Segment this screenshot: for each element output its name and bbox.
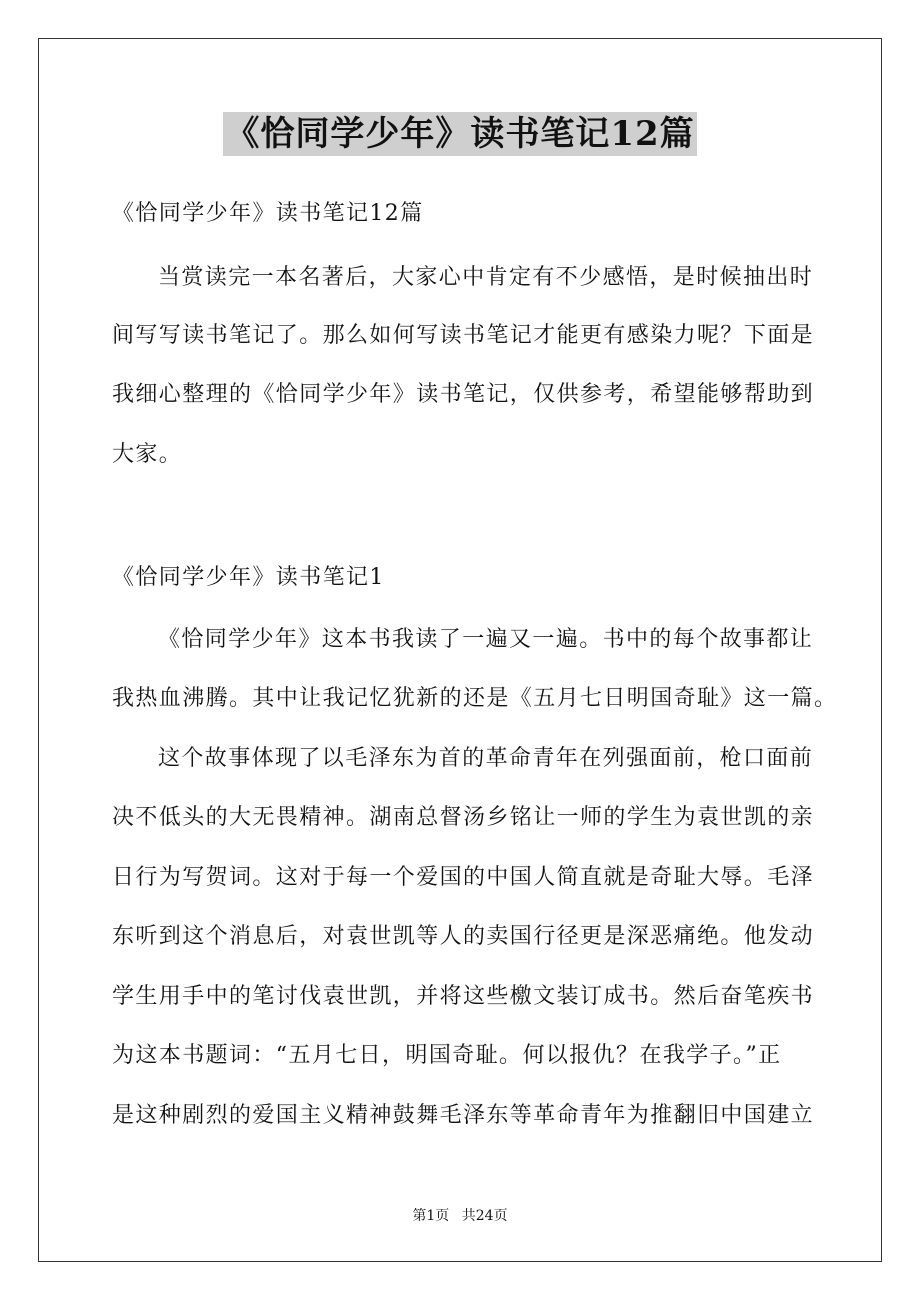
- document-title: 《恰同学少年》读书笔记12篇: [225, 114, 695, 154]
- body-line: 学生用手中的笔讨伐袁世凯，并将这些檄文装订成书。然后奋笔疾书: [112, 984, 815, 1009]
- intro-line: 大家。: [112, 442, 183, 467]
- body-line: 《恰同学少年》这本书我读了一遍又一遍。书中的每个故事都让: [158, 627, 814, 652]
- body-line: 这个故事体现了以毛泽东为首的革命青年在列强面前，枪口面前: [158, 746, 814, 771]
- body-line: 决不低头的大无畏精神。湖南总督汤乡铭让一师的学生为袁世凯的亲: [112, 805, 815, 830]
- document-subtitle: 《恰同学少年》读书笔记12篇: [112, 201, 424, 226]
- intro-line: 当赏读完一本名著后，大家心中肯定有不少感悟，是时候抽出时: [158, 265, 814, 290]
- section-heading: 《恰同学少年》读书笔记1: [112, 565, 385, 590]
- title-container: [0, 112, 920, 156]
- body-line: 东听到这个消息后，对袁世凯等人的卖国行径更是深恶痛绝。他发动: [112, 924, 815, 949]
- intro-line: 间写写读书笔记了。那么如何写读书笔记才能更有感染力呢？下面是: [112, 323, 815, 348]
- body-line: 为这本书题词：“五月七日，明国奇耻。何以报仇？在我学子。”正: [112, 1043, 782, 1068]
- page-total: 共24页: [461, 1208, 508, 1224]
- page-number: 第1页: [412, 1208, 450, 1224]
- body-line: 是这种剧烈的爱国主义精神鼓舞毛泽东等革命青年为推翻旧中国建立: [112, 1103, 815, 1128]
- body-line: 日行为写贺词。这对于每一个爱国的中国人简直就是奇耻大辱。毛泽: [112, 865, 815, 890]
- page-footer: [0, 1206, 920, 1226]
- intro-line: 我细心整理的《恰同学少年》读书笔记，仅供参考，希望能够帮助到: [112, 382, 815, 407]
- body-line: 我热血沸腾。其中让我记忆犹新的还是《五月七日明国奇耻》这一篇。: [112, 686, 838, 711]
